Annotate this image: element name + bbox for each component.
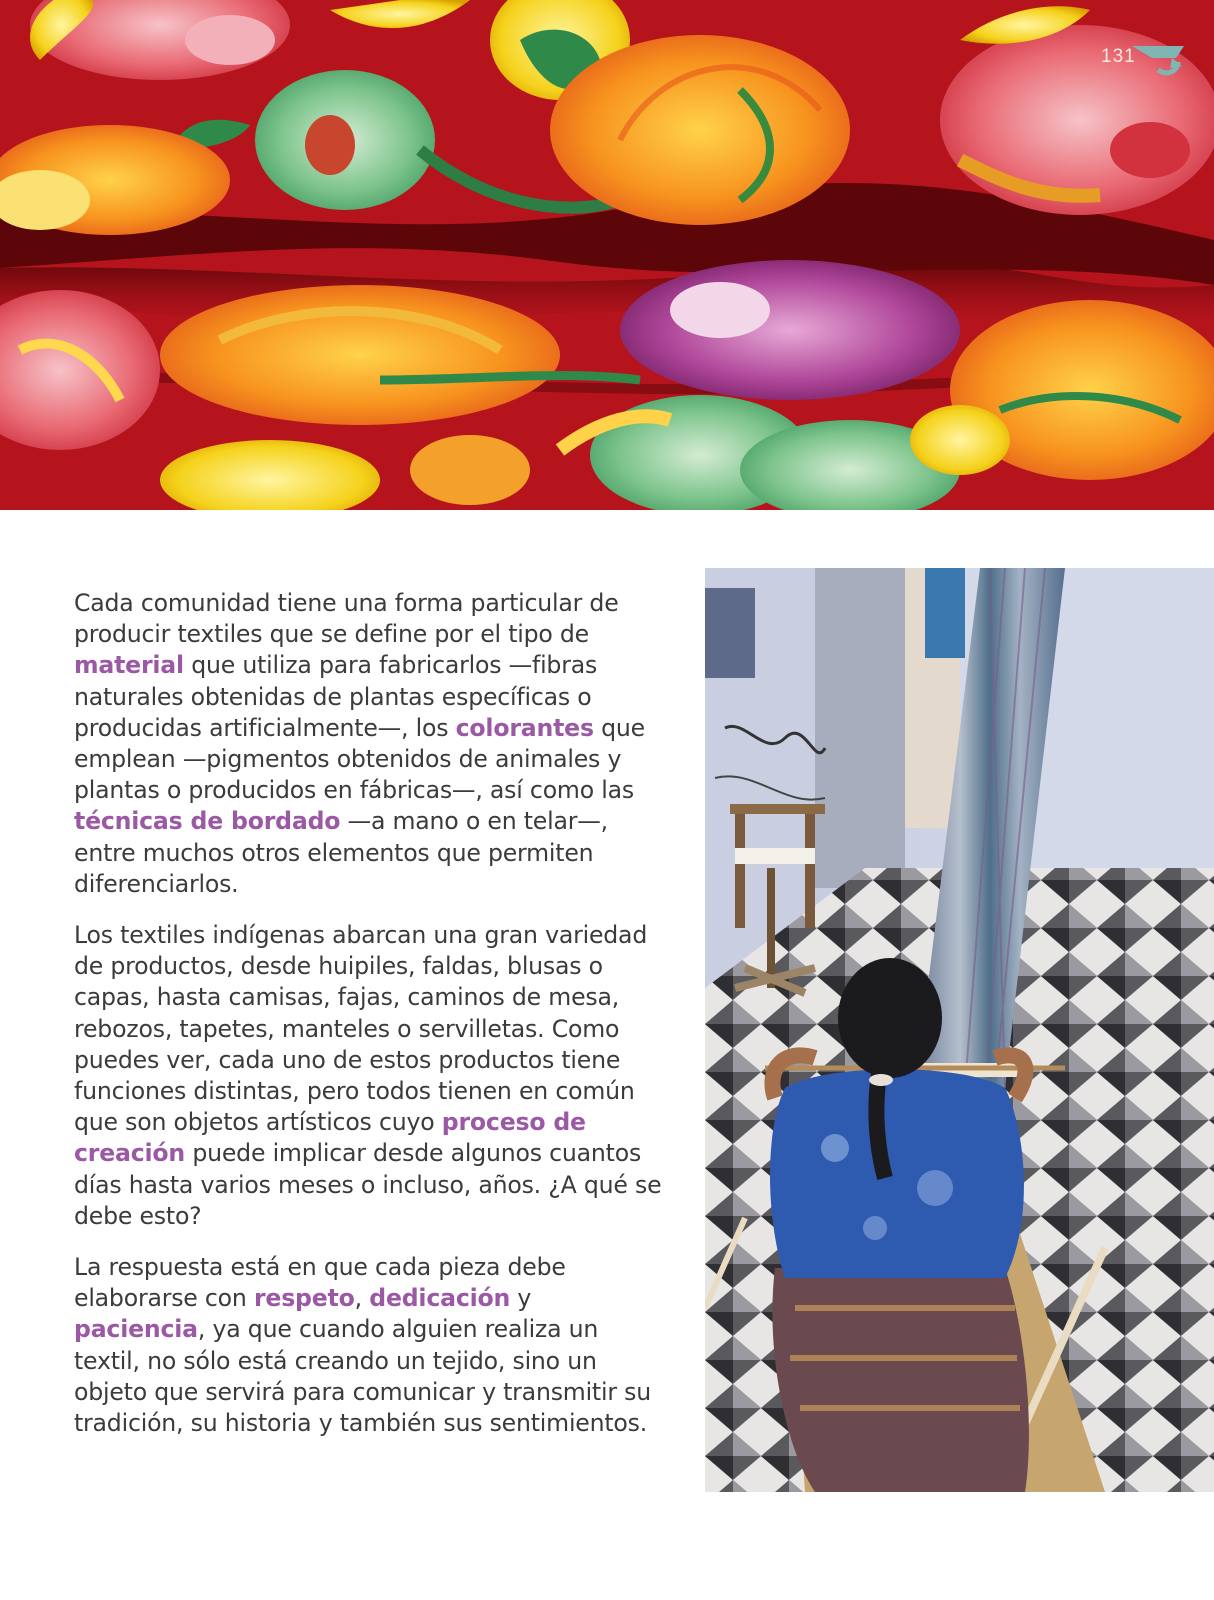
text-segment: , <box>354 1284 370 1313</box>
keyword-colorantes: colorantes <box>455 713 594 742</box>
text-segment: , ya que cuando alguien realiza un textil, no sólo está creando un tejido, sino un objeto que servirá para comunicar y transmitir su tradición, su historia y también sus sentimientos. <box>74 1315 651 1438</box>
text-segment: que emplean —pigmentos obtenidos de animales y plantas o producidos en fábricas—, así como las <box>74 713 645 805</box>
backstrap-loom-weaver-photo <box>705 568 1214 1492</box>
corner-arrow-icon <box>1132 44 1184 76</box>
keyword-paciencia: paciencia <box>74 1315 198 1344</box>
text-segment: Cada comunidad tiene una forma particular de producir textiles que se define por el tipo de <box>74 589 619 649</box>
embroidery-illustration <box>0 0 1214 510</box>
keyword-material: material <box>74 651 184 680</box>
text-segment: y <box>510 1284 532 1313</box>
keyword-respeto: respeto <box>253 1284 355 1313</box>
text-segment: puede implicar desde algunos cuantos días hasta varios meses o incluso, años. ¿A qué se debe esto? <box>74 1139 662 1230</box>
weaver-illustration <box>705 568 1214 1492</box>
article-body <box>74 588 664 1459</box>
text-segment: que utiliza para fabricarlos —fibras naturales obtenidas de plantas específicas o producidas artificialmente—, los <box>74 651 598 742</box>
embroidered-textile-photo <box>0 0 1214 510</box>
keyword-proceso-de-creacion: proceso de creación <box>74 1108 586 1168</box>
paragraph-answer <box>74 1252 664 1439</box>
text-segment: —a mano o en telar—, entre muchos otros elementos que permiten diferenciarlos. <box>74 807 608 898</box>
keyword-tecnicas-de-bordado: técnicas de bordado <box>74 807 341 836</box>
keyword-dedicacion: dedicación <box>369 1284 511 1313</box>
page-number: 131 <box>1101 46 1136 67</box>
paragraph-community-textiles <box>74 588 664 900</box>
text-segment: La respuesta está en que cada pieza debe elaborarse con <box>74 1253 566 1313</box>
paragraph-indigenous-textiles <box>74 920 664 1232</box>
text-segment: Los textiles indígenas abarcan una gran variedad de productos, desde huipiles, faldas, blusas o capas, hasta camisas, fajas, caminos de mesa, rebozos, tapetes, manteles o servilletas. Como puedes ver, cada uno de estos productos tiene funciones distintas, pero todos tienen en común que son objetos artísticos cuyo <box>74 921 648 1137</box>
